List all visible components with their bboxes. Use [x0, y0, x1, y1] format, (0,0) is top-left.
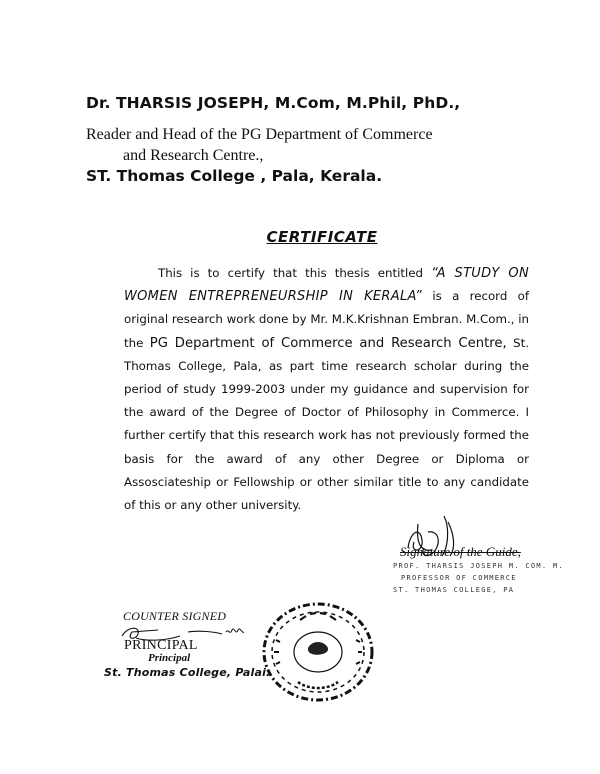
body-part-3: PG Department of Commerce and Research Centre, [149, 335, 507, 351]
body-part-2: is a record of original research work done by Mr. M.K.Krishnan Embran. M.Com., in the [124, 289, 529, 350]
affiliation-line-1: Reader and Head of the PG Department of Commerce [86, 126, 433, 143]
certificate-body [124, 262, 529, 517]
guide-stamp-line-3: ST. THOMAS COLLEGE, PA [393, 586, 515, 594]
college-line: ST. Thomas College , Pala, Kerala. [86, 167, 383, 185]
college-seal-stamp [258, 600, 380, 705]
counter-signed-label: COUNTER SIGNED [123, 609, 227, 623]
thesis-title: “A STUDY ON WOMEN ENTREPRENEURSHIP IN KERALA” [124, 266, 529, 305]
guide-signature-label [400, 544, 521, 560]
body-part-4: St. Thomas College, Pala, as part time research scholar during the period of study 1999-2003 under my guidance and supervision for the award of the Degree of Doctor of Philosophy in Commerce. I further certify that this research work has not previously formed the basis for the award of any other Degree or Diploma or Assosciateship or Fellowship or other similar title to any candidate of this or any other university. [124, 335, 529, 513]
principal-college-stamp: St. Thomas College, Palai. [104, 666, 271, 679]
affiliation-line-2: and Research Centre., [123, 147, 264, 164]
certificate-heading-text: CERTIFICATE [266, 228, 378, 246]
certificate-heading [0, 228, 600, 246]
author-name-line: Dr. THARSIS JOSEPH, M.Com, M.Phil, PhD., [86, 94, 461, 112]
guide-stamp-line-2: PROFESSOR OF COMMERCE [401, 574, 517, 582]
guide-label-struck: Signature [400, 544, 451, 559]
guide-label-rest: of the Guide, [450, 544, 521, 559]
guide-stamp [393, 560, 564, 596]
principal-stamp-text: Principal [148, 652, 191, 664]
body-part-1: This is to certify that this thesis entitled [158, 266, 432, 280]
guide-stamp-line-1: PROF. THARSIS JOSEPH M. COM. M. [393, 562, 564, 570]
affiliation [86, 124, 433, 166]
principal-title: PRINCIPAL [124, 638, 198, 653]
